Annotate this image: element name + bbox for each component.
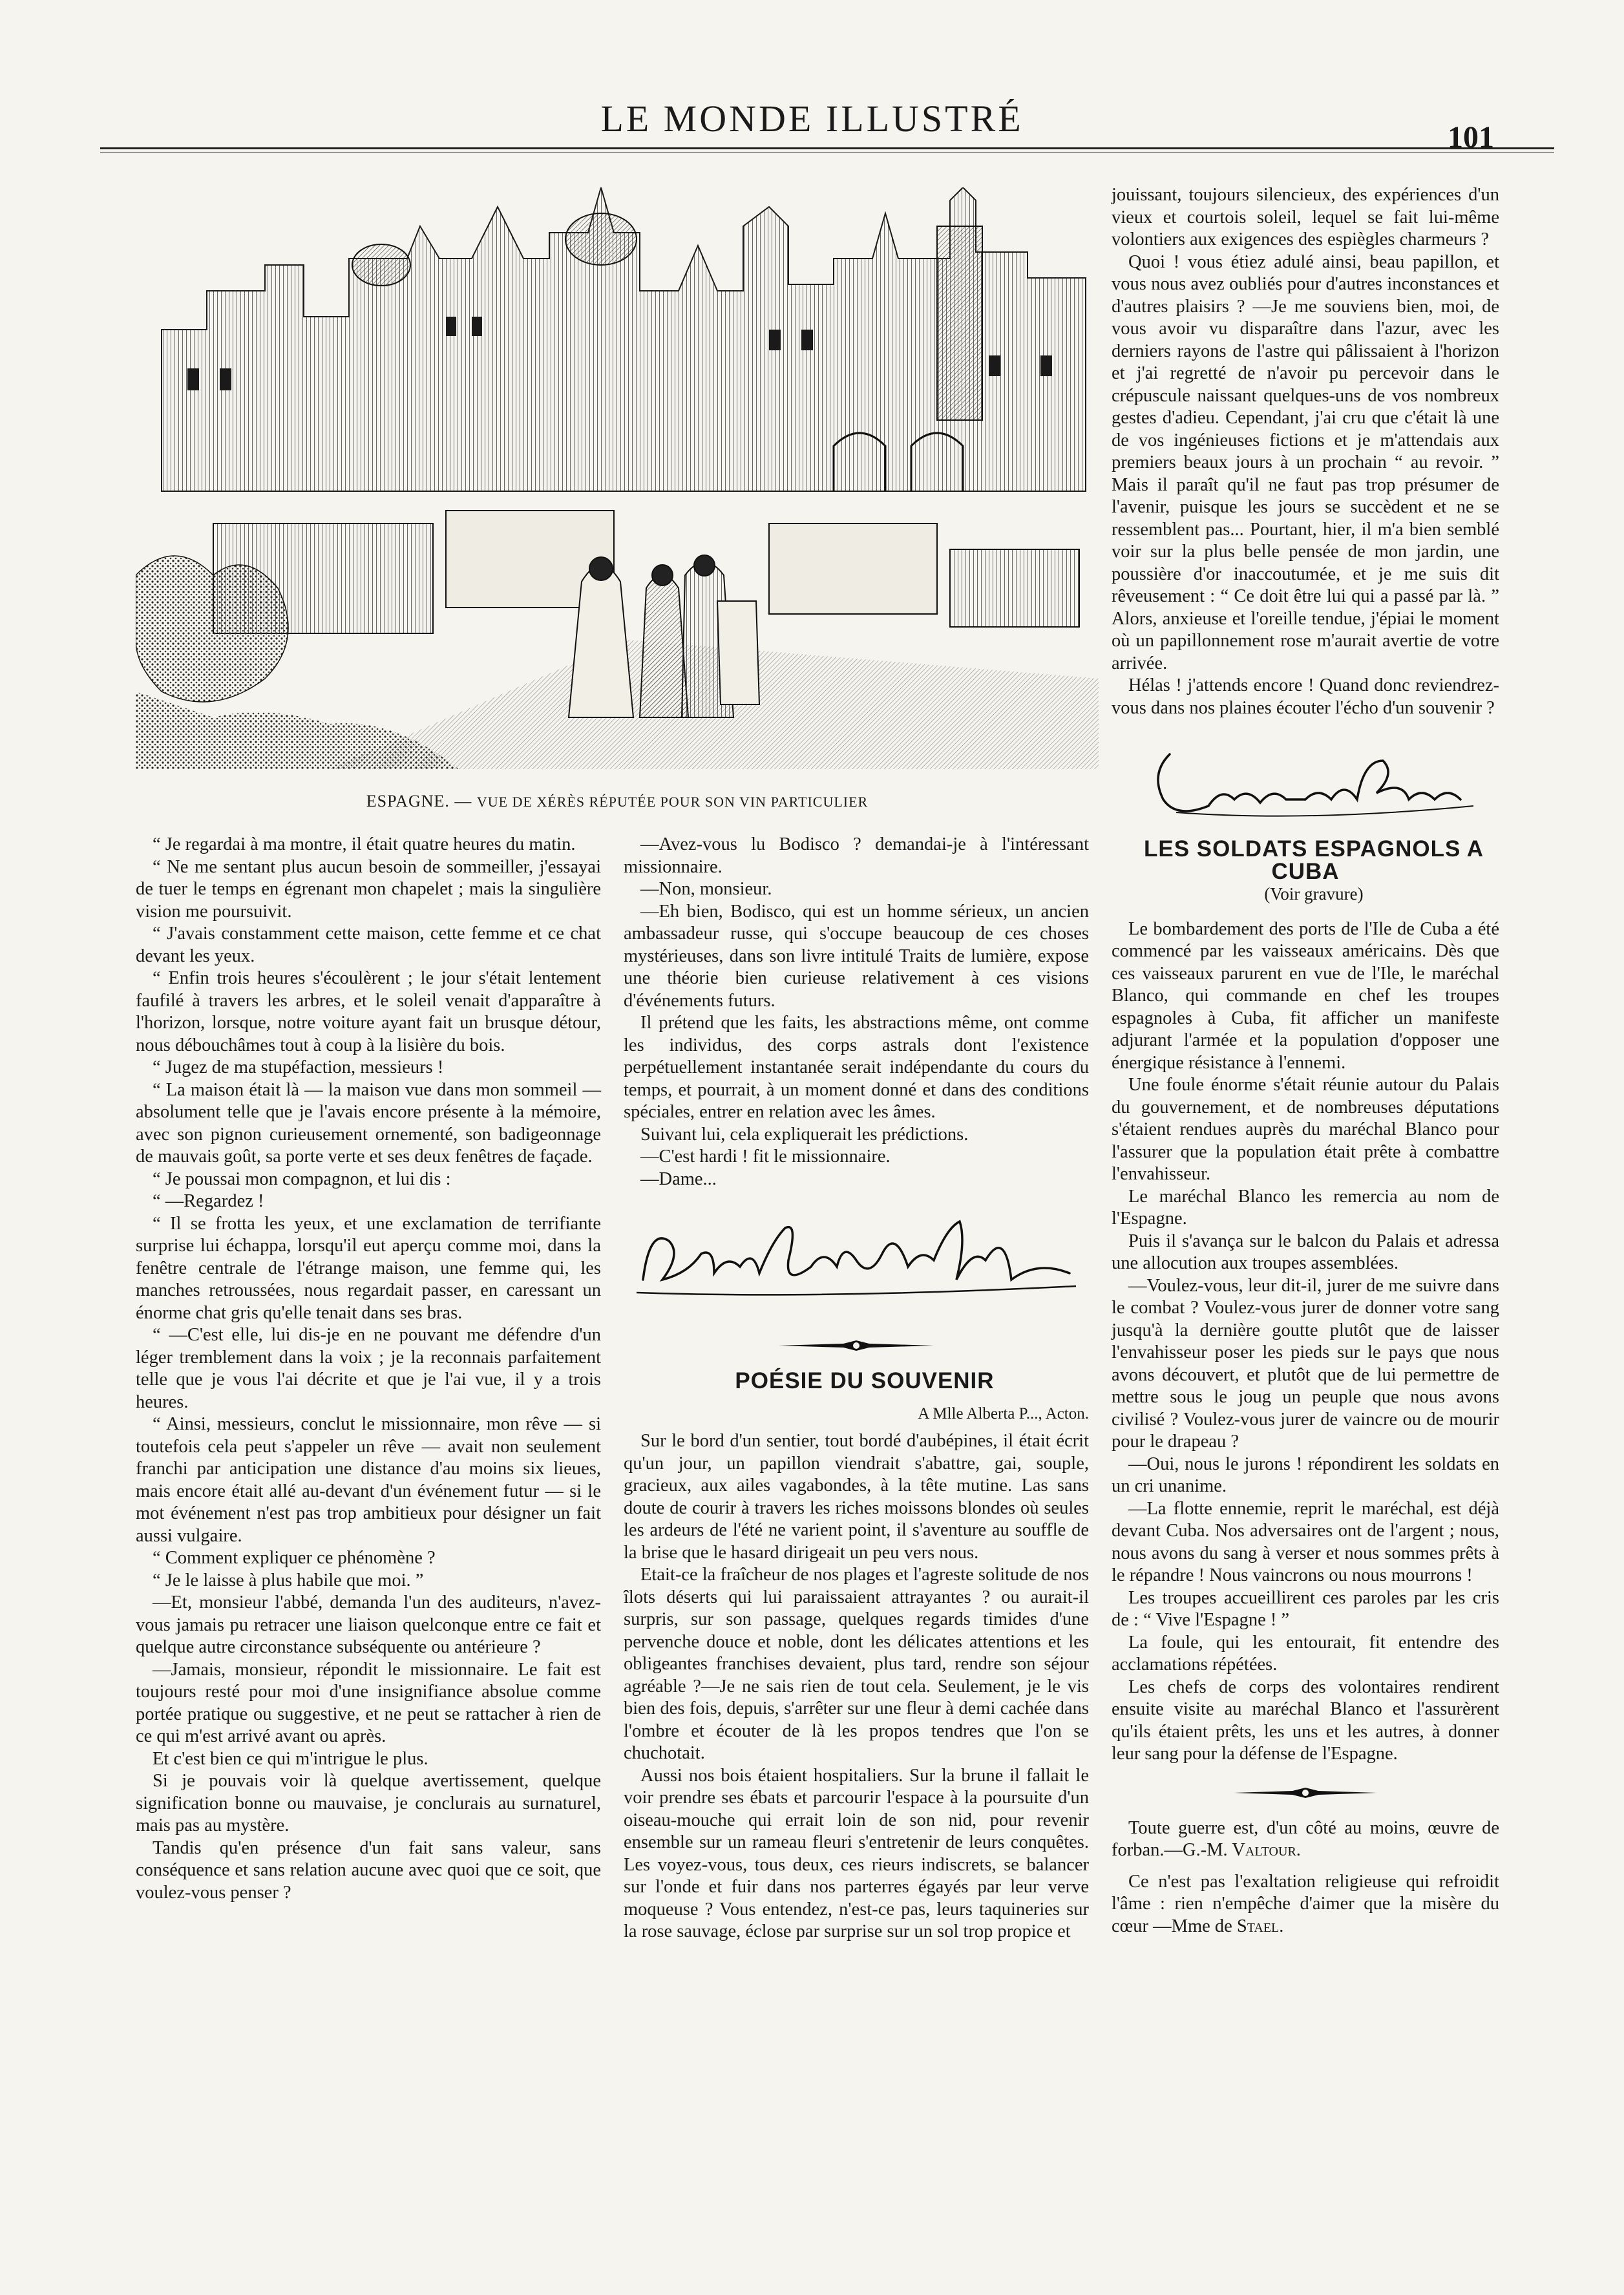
paragraph: —Eh bien, Bodisco, qui est un homme sérieux, un ancien ambassadeur russe, qui s'occupe beaucoup de ces choses mystérieuses, dans son livre intitulé Traits de lumière, expose une théorie bien curieuse relativement à ces visions d'événements futurs. (624, 901, 1089, 1011)
paragraph: “ Je regardai à ma montre, il était quatre heures du matin. (153, 834, 576, 854)
quote-valtour (1112, 1817, 1499, 1862)
engraving-xeres (136, 187, 1099, 769)
paragraph: Quoi ! vous étiez adulé ainsi, beau papillon, et vous nous avez oubliés pour d'autres inconstances et d'autres plaisirs ? —Je me souviens bien, moi, de vous avoir vu disparaître dans l'azur, avec les derniers rayons de l'astre qui pâlissaient à l'horizon et j'ai regretté de n'avoir pu percevoir dans le crépuscule naissant quelques-uns de vos nombreux gestes d'adieu. Cependant, j'ai cru que c'était là une de vos ingénieuses fictions et je m'attendais aux premiers beaux jours à un prochain “ au revoir. ” Mais il paraît qu'il ne faut pas trop présumer de l'avenir, puisque les jours se succèdent et ne se ressemblent pas... Pourtant, hier, il m'a bien semblé voir sur la plus belle pensée de mon jardin, une poussière d'or inaccoutumée, et je me suis dit rêveusement : “ Ce doit être lui qui a passé par là. ” Alors, anxieuse et l'oreille tendue, j'épiai le moment où un papillonnement rose m'aurait avertie de votre arrivée. (1112, 251, 1499, 673)
paragraph: “ Je le laisse à plus habile que moi. ” (153, 1570, 424, 1591)
paragraph: jouissant, toujours silencieux, des expériences d'un vieux et courtois soleil, lequel se fait lui-même volontiers aux exigences des espiègles charmeurs ? (1112, 185, 1499, 249)
article-title: LES SOLDATS ESPAGNOLS A CUBA (1143, 836, 1484, 884)
paragraph: —Non, monsieur. (640, 879, 772, 899)
engraving-caption (136, 792, 1099, 811)
column-3 (1112, 184, 1499, 1938)
paragraph: Puis il s'avança sur le balcon du Palais et adressa une allocution aux troupes assemblées. (1112, 1231, 1499, 1273)
quote-author: G.-M. Valtour. (1183, 1840, 1301, 1860)
paragraph: Une foule énorme s'était réunie autour du Palais du gouvernement, et de nombreuses députations s'étaient rendues auprès du maréchal Blanco pour l'assurer que la population était prête à combattre l'envahisseur. (1112, 1075, 1499, 1184)
paragraph: Tandis qu'en présence d'un fait sans valeur, sans conséquence et sans relation aucune avec quoi que ce soit, que voulez-vous penser ? (136, 1837, 601, 1903)
paragraph: Aussi nos bois étaient hospitaliers. Sur la brune il fallait le voir prendre ses ébats et parcourir l'espace à la poursuite d'un oiseau-mouche qui errait loin de son nid, pour revenir ensemble sur un rameau fleuri s'entretenir de leurs conquêtes. Les voyez-vous, tous deux, ces rieurs indiscrets, se balancer sur l'onde et fuir dans nos parterres égayés par leur verve moqueuse ? Vous entendez, n'est-ce pas, leurs taquineries sur la rose sauvage, éclose par surprise sur un sol trop propice et (624, 1765, 1089, 1941)
paragraph: “ Comment expliquer ce phénomène ? (153, 1548, 436, 1568)
paragraph: “ J'avais constamment cette maison, cette femme et ce chat devant les yeux. (136, 924, 601, 966)
paragraph: —Avez-vous lu Bodisco ? demandai-je à l'intéressant missionnaire. (624, 834, 1089, 877)
paragraph: —Jamais, monsieur, répondit le missionnaire. Le fait est toujours resté pour moi d'une insignifiance absolue comme portée pratique ou suggestive, et ne peut se rattacher à rien de ce qui m'est arrivé avant ou après. (136, 1659, 601, 1746)
poem-dedication: A Mlle Alberta P..., Acton. (918, 1404, 1089, 1422)
signature-frechette (624, 1202, 1089, 1312)
paragraph: Hélas ! j'attends encore ! Quand donc reviendrez-vous dans nos plaines écouter l'écho d'un souvenir ? (1112, 675, 1499, 718)
paragraph: “ Jugez de ma stupéfaction, messieurs ! (153, 1057, 444, 1077)
paragraph: —C'est hardi ! fit le missionnaire. (640, 1147, 891, 1167)
quote-text: Toute guerre est, d'un côté au moins, œuvre de forban.— (1112, 1817, 1499, 1860)
paragraph: Il prétend que les faits, les abstractions même, ont comme les individus, des corps astrals dont l'existence perpétuellement instantanée serait indépendante du cours du temps, et pourrait, à un moment donné et dans des conditions spéciales, entrer en relation avec les âmes. (624, 1013, 1089, 1122)
paragraph: —Et, monsieur l'abbé, demanda l'un des auditeurs, n'avez-vous jamais pu retracer une liaison quelconque entre ce fait et quelque autre circonstance subséquente ou antérieure ? (136, 1592, 601, 1657)
article-subtitle: (Voir gravure) (1264, 884, 1364, 904)
paragraph: Etait-ce la fraîcheur de nos plages et l'agreste solitude de nos îlots déserts qui lui paraissaient attrayantes ? ou aurait-il surpris, sur son passage, quelques regards timides d'une pervenche douce et noble, dont les délicates attentions et les obligeantes franchises devaient, plus tard, rendre son séjour agréable ?—Je ne sais rien de tout cela. Seulement, je le vis bien des fois, depuis, s'arrêter sur une fleur à demi cachée dans l'ombre et écouter de là les propos tendres que l'on se chuchotait. (624, 1565, 1089, 1763)
quote-stael (1112, 1871, 1499, 1938)
quote-text: Ce n'est pas l'exaltation religieuse qui refroidit l'âme : rien n'empêche d'aimer que la misère du cœur —Mme de (1112, 1871, 1499, 1936)
header-rule (100, 147, 1554, 149)
caption-rest: VUE DE XÉRÈS RÉPUTÉE POUR SON VIN PARTICULIER (476, 794, 869, 810)
paragraph: Le bombardement des ports de l'Ile de Cuba a été commencé par les vaisseaux américains. Dès que ces vaisseaux parurent en vue de l'Ile, le maréchal Blanco, qui commande en chef les troupes espagnoles à Cuba, fit afficher un manifeste adjurant l'armée et la population d'opposer une énergique résistance à l'ennemi. (1112, 918, 1499, 1073)
paragraph: “ —C'est elle, lui dis-je en ne pouvant me défendre d'un léger tremblement dans la voix ; je la reconnais parfaitement telle que je vous l'ai décrite et que je l'ai vue, il y a trois heures. (136, 1325, 601, 1412)
paragraph: Les chefs de corps des volontaires rendirent ensuite visite au maréchal Blanco et l'assurèrent qu'ils étaient prêts, les uns et les autres, à donner leur sang pour la défense de l'Espagne. (1112, 1676, 1499, 1764)
paragraph: La foule, qui les entourait, fit entendre des acclamations répétées. (1112, 1632, 1499, 1675)
paragraph: Si je pouvais voir là quelque avertissement, quelque signification bonne ou mauvaise, je conclurais au surnaturel, mais pas au mystère. (136, 1771, 601, 1835)
column-2 (624, 834, 1089, 1943)
paragraph: Sur le bord d'un sentier, tout bordé d'aubépines, il était écrit qu'un jour, un papillon viendrait s'abattre, gai, souple, gracieux, aux ailes vagabondes, à la tête mutine. Las sans doute de courir à travers les riches moissons blondes où seules les ardeurs de l'été ne varient point, il s'aventure au souffle de la brise que le hasard dirigeait un peu vers nous. (624, 1431, 1089, 1563)
paragraph: Les troupes accueillirent ces paroles par les cris de : “ Vive l'Espagne ! ” (1112, 1587, 1499, 1630)
paragraph: “ Il se frotta les yeux, et une exclamation de terrifiante surprise lui échappa, lorsqu'il eut aperçu comme moi, dans la fenêtre centrale de l'étrange maison, une femme qui, les manches retroussées, nous regardait passer, en caressant un énorme chat gris qu'elle tenait dans ses bras. (136, 1213, 601, 1323)
column-1 (136, 834, 601, 1904)
signature-lierre-des-bois (1112, 735, 1499, 832)
paragraph: “ Je poussai mon compagnon, et lui dis : (153, 1169, 451, 1189)
quote-author: Stael. (1236, 1916, 1284, 1936)
paragraph: Le maréchal Blanco les remercia au nom de l'Espagne. (1112, 1186, 1499, 1229)
masthead-title: LE MONDE ILLUSTRÉ (600, 98, 1024, 140)
paragraph: —Dame... (640, 1169, 717, 1189)
paragraph: “ Enfin trois heures s'écoulèrent ; le jour s'était lentement faufilé à travers les arbres, et le soleil venait d'apparaître à l'horizon, lorsque, notre voiture ayant fait un brusque détour, nous débouchâmes tout à coup à la lisière du bois. (136, 968, 601, 1055)
paragraph: —Oui, nous le jurons ! répondirent les soldats en un cri unanime. (1112, 1454, 1499, 1496)
paragraph: Et c'est bien ce qui m'intrigue le plus. (153, 1748, 428, 1769)
page-number: 101 (1448, 120, 1494, 154)
paragraph: “ Ainsi, messieurs, conclut le missionnaire, mon rêve — si toutefois cela peut s'appeler un rêve — avait non seulement franchi par anticipation une distance d'au moins six lieues, mais encore était allé au-devant d'un événement futur — si le mot événement n'est pas trop ambitieux pour désigner un fait aussi vulgaire. (136, 1414, 601, 1546)
paragraph: “ —Regardez ! (153, 1191, 264, 1211)
caption-main: ESPAGNE. — (366, 792, 472, 810)
paragraph: “ Ne me sentant plus aucun besoin de sommeiller, j'essayai de tuer le temps en égrenant mon chapelet ; mais la singulière vision me poursuivit. (136, 856, 601, 922)
ornament-divider (779, 1338, 934, 1353)
paragraph: “ La maison était là — la maison vue dans mon sommeil — absolument telle que je l'avais encore présente à la mémoire, avec son pignon curieusement ornementé, son badigeonnage de mauvais goût, sa porte verte et ses deux fenêtres de façade. (136, 1079, 601, 1167)
paragraph: Suivant lui, cela expliquerait les prédictions. (640, 1124, 969, 1145)
ornament-divider (1234, 1785, 1376, 1801)
poem-title: POÉSIE DU SOUVENIR (735, 1368, 995, 1393)
paragraph: —La flotte ennemie, reprit le maréchal, est déjà devant Cuba. Nos adversaires ont de l'argent ; nous, nous avons du sang à verser et nous sommes prêts à le répandre ! Nous vaincrons ou nous mourrons ! (1112, 1498, 1499, 1585)
paragraph: —Voulez-vous, leur dit-il, jurer de me suivre dans le combat ? Voulez-vous jurer de donner votre sang jusqu'à la dernière goutte plutôt que de laisser l'envahisseur poser les pieds sur le pays que nous avons découvert, et plutôt que de lui permettre de mettre sous le joug un peuple que nous avons civilisé ? Voulez-vous jurer de vaincre ou de mourir pour le drapeau ? (1112, 1275, 1499, 1452)
